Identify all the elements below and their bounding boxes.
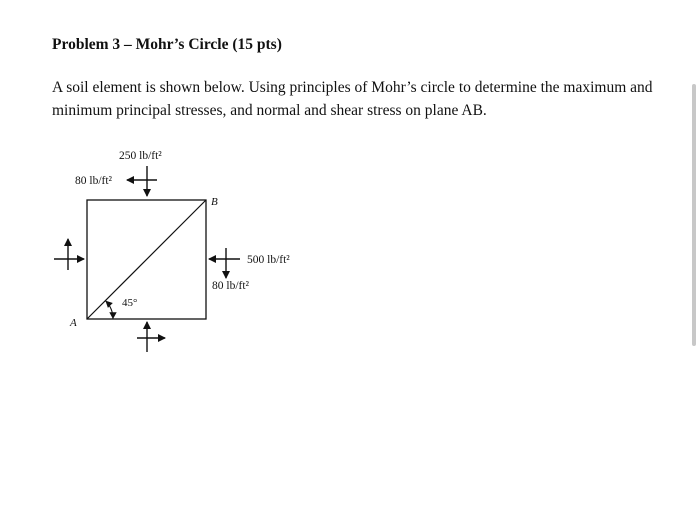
plane-ab-line [87, 200, 206, 319]
right-normal-stress-label: 500 lb/ft² [247, 254, 290, 266]
right-face-arrows [209, 248, 240, 278]
top-normal-stress-label: 250 lb/ft² [119, 150, 162, 162]
angle-label: 45° [122, 297, 138, 309]
problem-statement: A soil element is shown below. Using principles of Mohr’s circle to determine the maximum and minimum principal stresses, and normal and shear stress on plane AB. [52, 79, 653, 119]
corner-a-label: A [70, 317, 77, 329]
right-shear-stress-label: 80 lb/ft² [212, 280, 249, 292]
problem-title: Problem 3 – Mohr’s Circle (15 pts) [52, 36, 282, 53]
left-face-arrows [54, 239, 84, 270]
top-shear-stress-label: 80 lb/ft² [75, 175, 112, 187]
corner-b-label: B [211, 196, 218, 208]
top-face-arrows [127, 166, 157, 196]
vertical-scrollbar[interactable] [692, 84, 696, 346]
bottom-face-arrows [137, 322, 165, 352]
